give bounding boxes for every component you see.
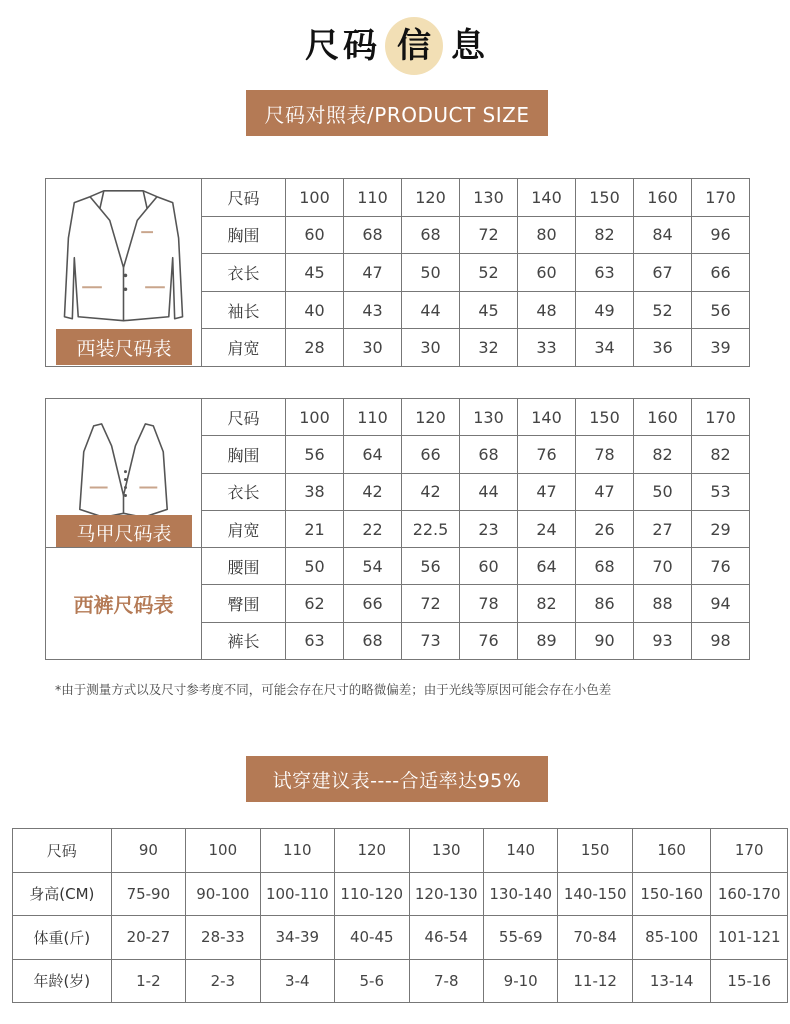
table-cell: 50 [402, 254, 460, 292]
table-cell: 21 [286, 510, 344, 547]
table-cell: 88 [634, 585, 692, 622]
table-cell: 64 [344, 436, 402, 473]
suit-size-table [45, 178, 750, 367]
table-cell: 160 [634, 179, 692, 217]
fit-suggestion-banner: 试穿建议表----合适率达95% [246, 756, 548, 802]
table-cell: 44 [402, 291, 460, 329]
table-cell: 160 [632, 829, 711, 873]
table-cell: 1-2 [111, 959, 185, 1003]
table-cell: 63 [576, 254, 634, 292]
table-cell: 130 [460, 179, 518, 217]
table-cell: 100-110 [260, 872, 334, 916]
table-cell: 130 [460, 399, 518, 436]
table-cell: 73 [402, 622, 460, 659]
table-cell: 130-140 [483, 872, 557, 916]
table-cell: 170 [711, 829, 788, 873]
table-cell: 68 [460, 436, 518, 473]
table-cell: 42 [402, 473, 460, 510]
table-cell: 45 [460, 291, 518, 329]
row-label: 尺码 [202, 179, 286, 217]
table-cell: 47 [518, 473, 576, 510]
row-label: 年龄(岁) [13, 959, 112, 1003]
table-cell: 100 [286, 179, 344, 217]
table-cell: 68 [576, 548, 634, 585]
table-cell: 90 [576, 622, 634, 659]
table-cell: 43 [344, 291, 402, 329]
table-cell: 82 [692, 436, 750, 473]
table-cell: 68 [402, 216, 460, 254]
row-label: 腰围 [202, 548, 286, 585]
table-cell: 30 [344, 329, 402, 367]
table-cell: 140 [518, 399, 576, 436]
table-cell: 98 [692, 622, 750, 659]
table-cell: 33 [518, 329, 576, 367]
row-label: 衣长 [202, 473, 286, 510]
table-cell: 75-90 [111, 872, 185, 916]
table-cell: 120 [402, 399, 460, 436]
table-cell: 72 [402, 585, 460, 622]
table-cell: 24 [518, 510, 576, 547]
table-cell: 82 [634, 436, 692, 473]
vest-pants-size-table [45, 398, 750, 660]
title-highlight-circle [385, 17, 443, 75]
table-cell: 76 [692, 548, 750, 585]
table-cell: 64 [518, 548, 576, 585]
row-label: 胸围 [202, 436, 286, 473]
table-cell: 101-121 [711, 916, 788, 960]
table-cell: 110 [344, 179, 402, 217]
fit-row [13, 916, 788, 960]
row-label: 衣长 [202, 254, 286, 292]
table-cell: 63 [286, 622, 344, 659]
table-cell: 28-33 [186, 916, 260, 960]
table-cell: 50 [634, 473, 692, 510]
table-cell: 140 [518, 179, 576, 217]
table-cell: 44 [460, 473, 518, 510]
table-cell: 27 [634, 510, 692, 547]
table-cell: 140 [483, 829, 557, 873]
table-cell: 150-160 [632, 872, 711, 916]
vest-row [46, 399, 750, 436]
table-cell: 120-130 [409, 872, 483, 916]
table-cell: 96 [692, 216, 750, 254]
table-cell: 56 [402, 548, 460, 585]
table-cell: 42 [344, 473, 402, 510]
fit-suggestion-table [12, 828, 788, 1003]
table-cell: 80 [518, 216, 576, 254]
table-cell: 78 [460, 585, 518, 622]
table-cell: 150 [576, 179, 634, 217]
table-cell: 23 [460, 510, 518, 547]
table-cell: 90-100 [186, 872, 260, 916]
table-cell: 22 [344, 510, 402, 547]
table-cell: 60 [460, 548, 518, 585]
table-cell: 26 [576, 510, 634, 547]
row-label: 尺码 [202, 399, 286, 436]
title-char-2: 码 [343, 26, 377, 66]
table-cell: 36 [634, 329, 692, 367]
table-cell: 150 [576, 399, 634, 436]
table-cell: 60 [286, 216, 344, 254]
table-cell: 150 [558, 829, 632, 873]
table-cell: 84 [634, 216, 692, 254]
row-label: 尺码 [13, 829, 112, 873]
table-cell: 40-45 [335, 916, 409, 960]
table-cell: 85-100 [632, 916, 711, 960]
row-label: 肩宽 [202, 510, 286, 547]
row-label: 胸围 [202, 216, 286, 254]
suit-row [46, 179, 750, 217]
table-cell: 46-54 [409, 916, 483, 960]
table-cell: 13-14 [632, 959, 711, 1003]
fit-row [13, 829, 788, 873]
pants-row [46, 548, 750, 585]
table-cell: 140-150 [558, 872, 632, 916]
row-label: 体重(斤) [13, 916, 112, 960]
table-cell: 7-8 [409, 959, 483, 1003]
title-char-1: 尺 [305, 26, 339, 66]
table-cell: 56 [286, 436, 344, 473]
table-cell: 68 [344, 216, 402, 254]
row-label: 肩宽 [202, 329, 286, 367]
table-cell: 89 [518, 622, 576, 659]
title-char-3: 信 [397, 26, 431, 66]
table-cell: 47 [576, 473, 634, 510]
table-cell: 34-39 [260, 916, 334, 960]
table-cell: 82 [576, 216, 634, 254]
table-cell: 9-10 [483, 959, 557, 1003]
table-cell: 48 [518, 291, 576, 329]
table-cell: 52 [634, 291, 692, 329]
table-cell: 20-27 [111, 916, 185, 960]
table-cell: 82 [518, 585, 576, 622]
table-cell: 53 [692, 473, 750, 510]
table-cell: 160-170 [711, 872, 788, 916]
row-label: 臀围 [202, 585, 286, 622]
table-cell: 40 [286, 291, 344, 329]
table-cell: 67 [634, 254, 692, 292]
table-cell: 110 [260, 829, 334, 873]
table-cell: 29 [692, 510, 750, 547]
table-cell: 22.5 [402, 510, 460, 547]
table-cell: 15-16 [711, 959, 788, 1003]
table-cell: 72 [460, 216, 518, 254]
table-cell: 55-69 [483, 916, 557, 960]
table-cell: 120 [402, 179, 460, 217]
table-cell: 93 [634, 622, 692, 659]
pants-tag: 西裤尺码表 [73, 593, 174, 618]
size-chart-banner: 尺码对照表/PRODUCT SIZE [246, 90, 548, 136]
table-cell: 76 [518, 436, 576, 473]
table-cell: 94 [692, 585, 750, 622]
table-cell: 39 [692, 329, 750, 367]
table-cell: 70-84 [558, 916, 632, 960]
fit-row [13, 959, 788, 1003]
page-title [0, 14, 790, 78]
table-cell: 62 [286, 585, 344, 622]
measurement-note: *由于测量方式以及尺寸参考度不同，可能会存在尺寸的略微偏差；由于光线等原因可能会存在小色差 [55, 682, 612, 697]
table-cell: 47 [344, 254, 402, 292]
table-cell: 3-4 [260, 959, 334, 1003]
table-cell: 54 [344, 548, 402, 585]
title-char-4: 息 [451, 26, 485, 66]
table-cell: 68 [344, 622, 402, 659]
table-cell: 28 [286, 329, 344, 367]
table-cell: 110-120 [335, 872, 409, 916]
table-cell: 120 [335, 829, 409, 873]
table-cell: 5-6 [335, 959, 409, 1003]
table-cell: 110 [344, 399, 402, 436]
vest-tag: 马甲尺码表 [56, 515, 192, 548]
table-cell: 86 [576, 585, 634, 622]
table-cell: 50 [286, 548, 344, 585]
table-cell: 11-12 [558, 959, 632, 1003]
table-cell: 49 [576, 291, 634, 329]
table-cell: 45 [286, 254, 344, 292]
table-cell: 60 [518, 254, 576, 292]
row-label: 裤长 [202, 622, 286, 659]
row-label: 袖长 [202, 291, 286, 329]
table-cell: 2-3 [186, 959, 260, 1003]
table-cell: 34 [576, 329, 634, 367]
table-cell: 76 [460, 622, 518, 659]
table-cell: 66 [692, 254, 750, 292]
table-cell: 100 [186, 829, 260, 873]
fit-row [13, 872, 788, 916]
row-label: 身高(CM) [13, 872, 112, 916]
table-cell: 100 [286, 399, 344, 436]
suit-image-cell [46, 179, 202, 367]
table-cell: 56 [692, 291, 750, 329]
table-cell: 30 [402, 329, 460, 367]
table-cell: 32 [460, 329, 518, 367]
table-cell: 38 [286, 473, 344, 510]
suit-tag: 西装尺码表 [56, 329, 192, 365]
table-cell: 170 [692, 399, 750, 436]
vest-image-cell [46, 399, 202, 548]
table-cell: 170 [692, 179, 750, 217]
table-cell: 70 [634, 548, 692, 585]
table-cell: 90 [111, 829, 185, 873]
table-cell: 52 [460, 254, 518, 292]
table-cell: 130 [409, 829, 483, 873]
table-cell: 160 [634, 399, 692, 436]
table-cell: 66 [344, 585, 402, 622]
table-cell: 78 [576, 436, 634, 473]
table-cell: 66 [402, 436, 460, 473]
pants-tag-cell [46, 548, 202, 660]
